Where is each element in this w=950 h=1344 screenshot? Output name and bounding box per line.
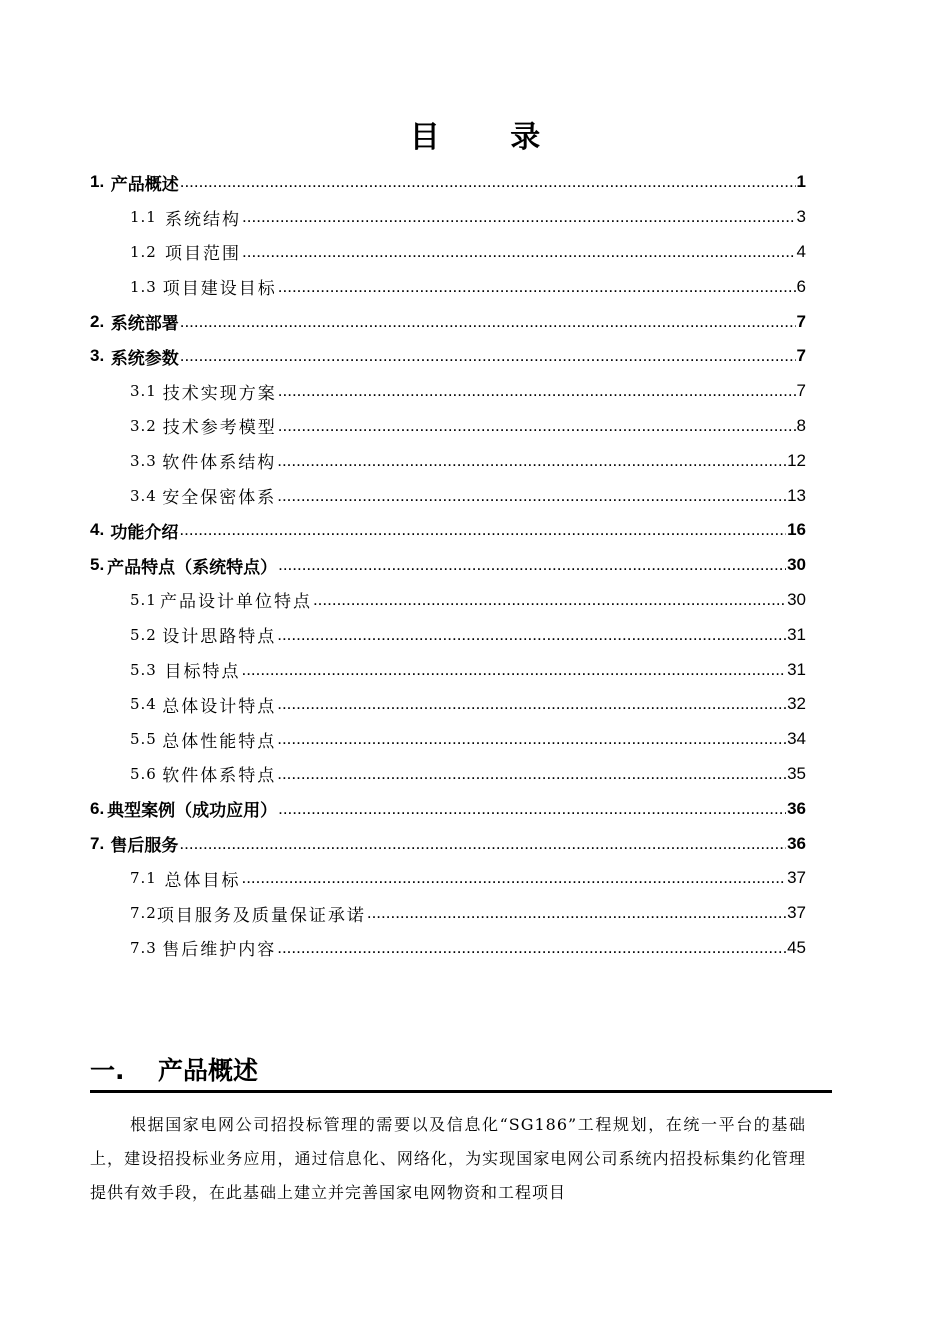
toc-entry-number: 1.2 [130,242,157,261]
toc-dot-leader [278,277,796,297]
toc-entry-number: 5.2 [130,625,157,644]
table-of-contents [90,165,806,965]
toc-entry-page: 12 [787,450,806,470]
toc-entry-number: 3.1 [130,382,157,401]
toc-entry-page: 45 [787,937,806,957]
toc-entry-number: 5.4 [130,695,157,714]
toc-entry-section[interactable] [90,931,806,966]
toc-entry-chapter[interactable] [90,339,806,374]
toc-entry-number: 7.2 [130,904,157,923]
toc-entry-number: 5.6 [130,764,157,783]
toc-entry-page: 31 [787,659,806,679]
toc-entry-title: 项目服务及质量保证承诺 [156,905,366,926]
toc-entry-section[interactable] [90,757,806,792]
toc-entry-section[interactable] [90,896,806,931]
toc-entry-title: 产品概述 [110,174,179,194]
toc-entry-number: 5. [90,555,105,575]
toc-entry-section[interactable] [90,652,806,687]
toc-entry-page: 30 [787,589,806,609]
toc-entry-number: 5.5 [130,730,157,749]
toc-entry-chapter[interactable] [90,513,806,548]
section-title: 产品概述 [158,1056,259,1085]
toc-entry-page: 34 [787,729,806,749]
toc-entry-chapter[interactable] [90,548,806,583]
toc-entry-page: 37 [787,903,806,923]
toc-dot-leader [180,346,796,366]
toc-dot-leader [367,903,786,923]
toc-entry-title: 安全保密体系 [162,488,277,509]
toc-entry-page: 1 [796,172,806,192]
toc-entry-page: 36 [787,833,806,853]
toc-entry-title: 产品设计单位特点 [159,592,312,613]
toc-entry-number: 3. [90,346,105,366]
toc-entry-page: 13 [787,485,806,505]
toc-entry-number: 1.3 [130,277,157,296]
toc-entry-number: 3.4 [130,486,157,505]
toc-entry-title: 总体性能特点 [162,731,277,752]
toc-entry-title: 系统部署 [110,314,179,334]
toc-entry-section[interactable] [90,443,806,478]
toc-entry-number: 3.3 [130,451,157,470]
toc-entry-page: 32 [787,694,806,714]
toc-entry-page: 30 [787,555,806,575]
toc-entry-number: 4. [90,520,105,540]
toc-entry-section[interactable] [90,409,806,444]
toc-title: 目 录 [409,120,571,155]
toc-dot-leader [278,381,796,401]
toc-entry-title: 售后维护内容 [162,940,277,961]
toc-entry-number: 6. [90,798,105,818]
section-number: 一. [90,1056,125,1085]
toc-dot-leader [242,207,795,227]
toc-dot-leader [277,764,786,784]
toc-dot-leader [277,938,786,958]
toc-entry-page: 8 [796,415,806,435]
toc-entry-section[interactable] [90,722,806,757]
toc-entry-page: 36 [787,798,806,818]
toc-entry-title: 系统参数 [110,348,179,368]
toc-dot-leader [277,625,786,645]
toc-entry-section[interactable] [90,861,806,896]
toc-entry-title: 技术参考模型 [162,418,277,439]
toc-dot-leader [180,312,796,332]
toc-dot-leader [241,868,786,888]
toc-entry-page: 35 [787,763,806,783]
toc-entry-title: 系统结构 [165,209,242,230]
toc-entry-chapter[interactable] [90,165,806,200]
toc-entry-page: 7 [796,381,806,401]
toc-dot-leader [242,242,795,262]
toc-entry-number: 1. [90,172,105,192]
toc-entry-page: 37 [787,868,806,888]
toc-entry-title: 软件体系特点 [162,766,277,787]
toc-entry-number: 7. [90,833,105,853]
toc-entry-title: 项目范围 [165,244,242,265]
toc-entry-title: 总体目标 [164,870,241,891]
toc-entry-section[interactable] [90,200,806,235]
toc-dot-leader [278,416,796,436]
toc-dot-leader [278,799,786,819]
toc-entry-title: 项目建设目标 [162,279,277,300]
toc-entry-title: 产品特点（系统特点） [107,557,278,577]
toc-entry-page: 7 [796,311,806,331]
toc-entry-title: 目标特点 [164,662,241,683]
toc-entry-chapter[interactable] [90,826,806,861]
body-paragraph: 根据国家电网公司招投标管理的需要以及信息化“SG186”工程规划，在统一平台的基础上，建设招投标业务应用，通过信息化、网络化，为实现国家电网公司系统内招投标集约化管理提供有效手段，在此基础上建立并完善国家电网物资和工程项目 [90,1115,806,1202]
toc-entry-title: 功能介绍 [110,522,179,542]
toc-entry-number: 2. [90,311,105,331]
toc-dot-leader [277,729,786,749]
toc-entry-number: 1.1 [130,208,157,227]
toc-entry-number: 5.3 [130,660,157,679]
toc-entry-page: 16 [787,520,806,540]
toc-entry-chapter[interactable] [90,304,806,339]
toc-entry-section[interactable] [90,374,806,409]
toc-entry-title: 售后服务 [110,836,179,856]
toc-entry-title: 典型案例（成功应用） [107,801,278,821]
toc-dot-leader [277,694,786,714]
section-heading [90,1052,832,1093]
toc-entry-number: 7.1 [130,869,157,888]
toc-dot-leader [179,520,786,540]
toc-dot-leader [313,590,786,610]
toc-entry-section[interactable] [90,583,806,618]
toc-entry-section[interactable] [90,235,806,270]
toc-entry-section[interactable] [90,617,806,652]
toc-entry-number: 5.1 [130,590,157,609]
toc-entry-section[interactable] [90,269,806,304]
toc-entry-page: 31 [787,624,806,644]
toc-entry-page: 7 [796,346,806,366]
toc-entry-title: 软件体系结构 [162,453,277,474]
toc-entry-section[interactable] [90,687,806,722]
toc-entry-section[interactable] [90,478,806,513]
toc-entry-chapter[interactable] [90,791,806,826]
toc-entry-number: 7.3 [130,938,157,957]
toc-dot-leader [179,834,786,854]
toc-entry-title: 技术实现方案 [162,383,277,404]
toc-entry-title: 设计思路特点 [162,627,277,648]
toc-dot-leader [241,660,786,680]
toc-dot-leader [277,451,786,471]
toc-dot-leader [277,486,786,506]
toc-entry-page: 3 [796,207,806,227]
toc-entry-title: 总体设计特点 [162,696,277,717]
toc-entry-number: 3.2 [130,416,157,435]
toc-dot-leader [278,555,786,575]
toc-entry-page: 6 [796,276,806,296]
toc-dot-leader [180,172,796,192]
toc-entry-page: 4 [796,241,806,261]
